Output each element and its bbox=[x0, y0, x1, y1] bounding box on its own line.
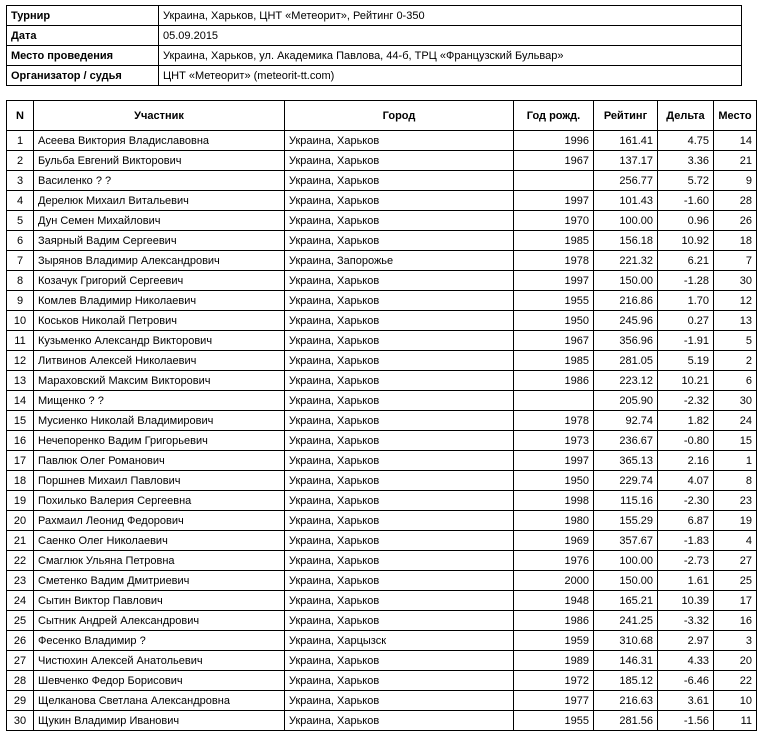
cell-participant: Кузьменко Александр Викторович bbox=[34, 331, 285, 351]
cell-number: 3 bbox=[7, 171, 34, 191]
cell-delta: 2.16 bbox=[658, 451, 714, 471]
cell-participant: Щелканова Светлана Александровна bbox=[34, 691, 285, 711]
table-row bbox=[7, 551, 757, 571]
cell-delta: 1.82 bbox=[658, 411, 714, 431]
cell-rating: 205.90 bbox=[594, 391, 658, 411]
cell-place: 19 bbox=[714, 511, 757, 531]
cell-participant: Смаглюк Ульяна Петровна bbox=[34, 551, 285, 571]
cell-city: Украина, Харьков bbox=[285, 171, 514, 191]
cell-participant: Шевченко Федор Борисович bbox=[34, 671, 285, 691]
cell-place: 12 bbox=[714, 291, 757, 311]
cell-delta: -1.60 bbox=[658, 191, 714, 211]
cell-city: Украина, Харьков bbox=[285, 531, 514, 551]
cell-place: 27 bbox=[714, 551, 757, 571]
table-row bbox=[7, 291, 757, 311]
cell-delta: -6.46 bbox=[658, 671, 714, 691]
info-row-tournament bbox=[7, 6, 742, 26]
cell-participant: Чистюхин Алексей Анатольевич bbox=[34, 651, 285, 671]
table-row bbox=[7, 211, 757, 231]
info-row-organizer bbox=[7, 66, 742, 86]
cell-birth-year: 1973 bbox=[514, 431, 594, 451]
cell-rating: 221.32 bbox=[594, 251, 658, 271]
cell-delta: 2.97 bbox=[658, 631, 714, 651]
cell-place: 26 bbox=[714, 211, 757, 231]
table-row bbox=[7, 531, 757, 551]
cell-delta: 10.39 bbox=[658, 591, 714, 611]
cell-delta: 10.92 bbox=[658, 231, 714, 251]
cell-delta: -3.32 bbox=[658, 611, 714, 631]
cell-delta: 4.33 bbox=[658, 651, 714, 671]
cell-number: 7 bbox=[7, 251, 34, 271]
cell-participant: Сметенко Вадим Дмитриевич bbox=[34, 571, 285, 591]
cell-rating: 185.12 bbox=[594, 671, 658, 691]
info-row-date bbox=[7, 26, 742, 46]
cell-participant: Мусиенко Николай Владимирович bbox=[34, 411, 285, 431]
cell-city: Украина, Харьков bbox=[285, 471, 514, 491]
cell-place: 8 bbox=[714, 471, 757, 491]
cell-number: 6 bbox=[7, 231, 34, 251]
cell-city: Украина, Харьков bbox=[285, 591, 514, 611]
cell-number: 22 bbox=[7, 551, 34, 571]
cell-birth-year: 1986 bbox=[514, 371, 594, 391]
cell-delta: 1.70 bbox=[658, 291, 714, 311]
cell-participant: Павлюк Олег Романович bbox=[34, 451, 285, 471]
cell-number: 12 bbox=[7, 351, 34, 371]
cell-city: Украина, Харьков bbox=[285, 491, 514, 511]
cell-rating: 161.41 bbox=[594, 131, 658, 151]
cell-place: 2 bbox=[714, 351, 757, 371]
cell-participant: Василенко ? ? bbox=[34, 171, 285, 191]
cell-birth-year: 1948 bbox=[514, 591, 594, 611]
table-row bbox=[7, 511, 757, 531]
cell-place: 1 bbox=[714, 451, 757, 471]
cell-place: 11 bbox=[714, 711, 757, 731]
cell-rating: 357.67 bbox=[594, 531, 658, 551]
cell-delta: -2.30 bbox=[658, 491, 714, 511]
cell-city: Украина, Харьков bbox=[285, 331, 514, 351]
table-row bbox=[7, 231, 757, 251]
cell-participant: Похилько Валерия Сергеевна bbox=[34, 491, 285, 511]
info-row-venue bbox=[7, 46, 742, 66]
cell-participant: Асеева Виктория Владиславовна bbox=[34, 131, 285, 151]
cell-city: Украина, Харьков bbox=[285, 191, 514, 211]
cell-city: Украина, Харьков bbox=[285, 131, 514, 151]
tournament-label: Турнир bbox=[7, 6, 159, 26]
table-row bbox=[7, 371, 757, 391]
cell-place: 10 bbox=[714, 691, 757, 711]
cell-city: Украина, Харьков bbox=[285, 351, 514, 371]
cell-birth-year: 1950 bbox=[514, 311, 594, 331]
cell-rating: 216.86 bbox=[594, 291, 658, 311]
cell-delta: -2.32 bbox=[658, 391, 714, 411]
cell-place: 4 bbox=[714, 531, 757, 551]
cell-participant: Зырянов Владимир Александрович bbox=[34, 251, 285, 271]
table-row bbox=[7, 351, 757, 371]
table-row bbox=[7, 391, 757, 411]
cell-city: Украина, Харьков bbox=[285, 551, 514, 571]
cell-birth-year: 1997 bbox=[514, 271, 594, 291]
cell-number: 13 bbox=[7, 371, 34, 391]
cell-delta: 10.21 bbox=[658, 371, 714, 391]
organizer-value: ЦНТ «Метеорит» (meteorit-tt.com) bbox=[159, 66, 742, 86]
cell-delta: 6.87 bbox=[658, 511, 714, 531]
table-row bbox=[7, 431, 757, 451]
cell-place: 28 bbox=[714, 191, 757, 211]
table-row bbox=[7, 471, 757, 491]
cell-participant: Фесенко Владимир ? bbox=[34, 631, 285, 651]
cell-number: 20 bbox=[7, 511, 34, 531]
cell-city: Украина, Харьков bbox=[285, 711, 514, 731]
cell-rating: 155.29 bbox=[594, 511, 658, 531]
cell-delta: 4.07 bbox=[658, 471, 714, 491]
cell-delta: 4.75 bbox=[658, 131, 714, 151]
cell-participant: Поршнев Михаил Павлович bbox=[34, 471, 285, 491]
cell-birth-year bbox=[514, 171, 594, 191]
cell-city: Украина, Харьков bbox=[285, 291, 514, 311]
cell-city: Украина, Харьков bbox=[285, 671, 514, 691]
cell-participant: Дерелюк Михаил Витальевич bbox=[34, 191, 285, 211]
cell-rating: 150.00 bbox=[594, 571, 658, 591]
cell-number: 30 bbox=[7, 711, 34, 731]
cell-birth-year: 1955 bbox=[514, 291, 594, 311]
cell-delta: -1.28 bbox=[658, 271, 714, 291]
cell-delta: -0.80 bbox=[658, 431, 714, 451]
cell-rating: 100.00 bbox=[594, 551, 658, 571]
cell-delta: 3.61 bbox=[658, 691, 714, 711]
cell-city: Украина, Харьков bbox=[285, 451, 514, 471]
cell-rating: 223.12 bbox=[594, 371, 658, 391]
cell-rating: 245.96 bbox=[594, 311, 658, 331]
header-city: Город bbox=[285, 101, 514, 131]
cell-delta: -2.73 bbox=[658, 551, 714, 571]
cell-number: 11 bbox=[7, 331, 34, 351]
cell-number: 29 bbox=[7, 691, 34, 711]
cell-participant: Бульба Евгений Викторович bbox=[34, 151, 285, 171]
cell-city: Украина, Харьков bbox=[285, 371, 514, 391]
cell-birth-year: 1978 bbox=[514, 411, 594, 431]
cell-participant: Щукин Владимир Иванович bbox=[34, 711, 285, 731]
cell-city: Украина, Харьков bbox=[285, 431, 514, 451]
cell-city: Украина, Харьков bbox=[285, 151, 514, 171]
cell-delta: 6.21 bbox=[658, 251, 714, 271]
cell-delta: -1.91 bbox=[658, 331, 714, 351]
cell-rating: 115.16 bbox=[594, 491, 658, 511]
cell-delta: -1.83 bbox=[658, 531, 714, 551]
cell-birth-year: 2000 bbox=[514, 571, 594, 591]
cell-birth-year: 1996 bbox=[514, 131, 594, 151]
table-row bbox=[7, 571, 757, 591]
cell-rating: 281.05 bbox=[594, 351, 658, 371]
cell-participant: Козачук Григорий Сергеевич bbox=[34, 271, 285, 291]
cell-number: 9 bbox=[7, 291, 34, 311]
cell-rating: 365.13 bbox=[594, 451, 658, 471]
tournament-value: Украина, Харьков, ЦНТ «Метеорит», Рейтинг 0-350 bbox=[159, 6, 742, 26]
table-row bbox=[7, 651, 757, 671]
cell-number: 19 bbox=[7, 491, 34, 511]
cell-number: 23 bbox=[7, 571, 34, 591]
table-row bbox=[7, 691, 757, 711]
cell-place: 9 bbox=[714, 171, 757, 191]
cell-number: 18 bbox=[7, 471, 34, 491]
cell-place: 6 bbox=[714, 371, 757, 391]
results-body bbox=[7, 131, 757, 731]
cell-number: 27 bbox=[7, 651, 34, 671]
cell-birth-year: 1997 bbox=[514, 451, 594, 471]
cell-city: Украина, Харьков bbox=[285, 411, 514, 431]
table-row bbox=[7, 611, 757, 631]
cell-city: Украина, Харьков bbox=[285, 691, 514, 711]
cell-place: 16 bbox=[714, 611, 757, 631]
table-row bbox=[7, 711, 757, 731]
cell-place: 22 bbox=[714, 671, 757, 691]
cell-delta: 5.72 bbox=[658, 171, 714, 191]
table-row bbox=[7, 271, 757, 291]
cell-number: 28 bbox=[7, 671, 34, 691]
cell-number: 10 bbox=[7, 311, 34, 331]
cell-city: Украина, Харьков bbox=[285, 391, 514, 411]
cell-number: 5 bbox=[7, 211, 34, 231]
cell-rating: 356.96 bbox=[594, 331, 658, 351]
cell-number: 26 bbox=[7, 631, 34, 651]
results-table bbox=[6, 100, 757, 731]
cell-rating: 310.68 bbox=[594, 631, 658, 651]
cell-place: 5 bbox=[714, 331, 757, 351]
header-rating: Рейтинг bbox=[594, 101, 658, 131]
cell-city: Украина, Харьков bbox=[285, 311, 514, 331]
cell-participant: Мараховский Максим Викторович bbox=[34, 371, 285, 391]
cell-place: 13 bbox=[714, 311, 757, 331]
cell-delta: 0.27 bbox=[658, 311, 714, 331]
cell-place: 21 bbox=[714, 151, 757, 171]
cell-birth-year: 1950 bbox=[514, 471, 594, 491]
cell-number: 2 bbox=[7, 151, 34, 171]
cell-rating: 150.00 bbox=[594, 271, 658, 291]
cell-city: Украина, Харьков bbox=[285, 651, 514, 671]
cell-city: Украина, Харьков bbox=[285, 511, 514, 531]
table-row bbox=[7, 151, 757, 171]
cell-birth-year: 1985 bbox=[514, 351, 594, 371]
cell-birth-year: 1997 bbox=[514, 191, 594, 211]
cell-place: 24 bbox=[714, 411, 757, 431]
cell-participant: Дун Семен Михайлович bbox=[34, 211, 285, 231]
header-participant: Участник bbox=[34, 101, 285, 131]
cell-birth-year: 1970 bbox=[514, 211, 594, 231]
cell-city: Украина, Харьков bbox=[285, 211, 514, 231]
cell-delta: 1.61 bbox=[658, 571, 714, 591]
cell-delta: 3.36 bbox=[658, 151, 714, 171]
cell-place: 17 bbox=[714, 591, 757, 611]
cell-delta: 5.19 bbox=[658, 351, 714, 371]
cell-rating: 101.43 bbox=[594, 191, 658, 211]
cell-number: 15 bbox=[7, 411, 34, 431]
header-place: Место bbox=[714, 101, 757, 131]
cell-number: 16 bbox=[7, 431, 34, 451]
cell-city: Украина, Харьков bbox=[285, 271, 514, 291]
cell-rating: 229.74 bbox=[594, 471, 658, 491]
cell-city: Украина, Харьков bbox=[285, 611, 514, 631]
table-row bbox=[7, 311, 757, 331]
cell-rating: 100.00 bbox=[594, 211, 658, 231]
cell-birth-year: 1959 bbox=[514, 631, 594, 651]
cell-birth-year: 1972 bbox=[514, 671, 594, 691]
table-row bbox=[7, 451, 757, 471]
cell-rating: 241.25 bbox=[594, 611, 658, 631]
cell-city: Украина, Харьков bbox=[285, 231, 514, 251]
date-value: 05.09.2015 bbox=[159, 26, 742, 46]
cell-birth-year: 1976 bbox=[514, 551, 594, 571]
cell-number: 25 bbox=[7, 611, 34, 631]
table-row bbox=[7, 171, 757, 191]
header-delta: Дельта bbox=[658, 101, 714, 131]
cell-rating: 156.18 bbox=[594, 231, 658, 251]
cell-birth-year: 1985 bbox=[514, 231, 594, 251]
table-row bbox=[7, 411, 757, 431]
cell-rating: 256.77 bbox=[594, 171, 658, 191]
cell-number: 1 bbox=[7, 131, 34, 151]
cell-participant: Мищенко ? ? bbox=[34, 391, 285, 411]
cell-number: 14 bbox=[7, 391, 34, 411]
table-row bbox=[7, 631, 757, 651]
table-row bbox=[7, 131, 757, 151]
cell-place: 23 bbox=[714, 491, 757, 511]
cell-rating: 137.17 bbox=[594, 151, 658, 171]
cell-place: 7 bbox=[714, 251, 757, 271]
cell-city: Украина, Запорожье bbox=[285, 251, 514, 271]
cell-participant: Сытник Андрей Александрович bbox=[34, 611, 285, 631]
date-label: Дата bbox=[7, 26, 159, 46]
cell-birth-year: 1986 bbox=[514, 611, 594, 631]
cell-delta: 0.96 bbox=[658, 211, 714, 231]
cell-birth-year: 1977 bbox=[514, 691, 594, 711]
table-row bbox=[7, 671, 757, 691]
cell-birth-year: 1980 bbox=[514, 511, 594, 531]
cell-birth-year: 1989 bbox=[514, 651, 594, 671]
table-row bbox=[7, 331, 757, 351]
cell-participant: Сытин Виктор Павлович bbox=[34, 591, 285, 611]
cell-birth-year: 1969 bbox=[514, 531, 594, 551]
cell-birth-year: 1978 bbox=[514, 251, 594, 271]
cell-number: 24 bbox=[7, 591, 34, 611]
cell-delta: -1.56 bbox=[658, 711, 714, 731]
cell-number: 21 bbox=[7, 531, 34, 551]
cell-participant: Комлев Владимир Николаевич bbox=[34, 291, 285, 311]
cell-number: 4 bbox=[7, 191, 34, 211]
cell-city: Украина, Харьков bbox=[285, 571, 514, 591]
cell-birth-year: 1955 bbox=[514, 711, 594, 731]
cell-place: 3 bbox=[714, 631, 757, 651]
cell-city: Украина, Харцызск bbox=[285, 631, 514, 651]
cell-rating: 236.67 bbox=[594, 431, 658, 451]
cell-participant: Литвинов Алексей Николаевич bbox=[34, 351, 285, 371]
tournament-info-table bbox=[6, 5, 742, 86]
table-row bbox=[7, 491, 757, 511]
venue-label: Место проведения bbox=[7, 46, 159, 66]
cell-rating: 146.31 bbox=[594, 651, 658, 671]
cell-participant: Заярный Вадим Сергеевич bbox=[34, 231, 285, 251]
table-row bbox=[7, 251, 757, 271]
cell-rating: 281.56 bbox=[594, 711, 658, 731]
cell-birth-year: 1998 bbox=[514, 491, 594, 511]
cell-participant: Рахмаил Леонид Федорович bbox=[34, 511, 285, 531]
venue-value: Украина, Харьков, ул. Академика Павлова, 44-б, ТРЦ «Французский Бульвар» bbox=[159, 46, 742, 66]
header-birth-year: Год рожд. bbox=[514, 101, 594, 131]
cell-rating: 92.74 bbox=[594, 411, 658, 431]
cell-place: 30 bbox=[714, 391, 757, 411]
cell-place: 14 bbox=[714, 131, 757, 151]
cell-place: 30 bbox=[714, 271, 757, 291]
cell-birth-year bbox=[514, 391, 594, 411]
cell-place: 20 bbox=[714, 651, 757, 671]
cell-rating: 216.63 bbox=[594, 691, 658, 711]
table-row bbox=[7, 591, 757, 611]
cell-place: 15 bbox=[714, 431, 757, 451]
cell-participant: Коськов Николай Петрович bbox=[34, 311, 285, 331]
cell-number: 17 bbox=[7, 451, 34, 471]
table-row bbox=[7, 191, 757, 211]
cell-birth-year: 1967 bbox=[514, 151, 594, 171]
header-number: N bbox=[7, 101, 34, 131]
cell-birth-year: 1967 bbox=[514, 331, 594, 351]
cell-participant: Нечепоренко Вадим Григорьевич bbox=[34, 431, 285, 451]
results-header-row bbox=[7, 101, 757, 131]
cell-rating: 165.21 bbox=[594, 591, 658, 611]
cell-number: 8 bbox=[7, 271, 34, 291]
cell-place: 25 bbox=[714, 571, 757, 591]
organizer-label: Организатор / судья bbox=[7, 66, 159, 86]
cell-place: 18 bbox=[714, 231, 757, 251]
cell-participant: Саенко Олег Николаевич bbox=[34, 531, 285, 551]
